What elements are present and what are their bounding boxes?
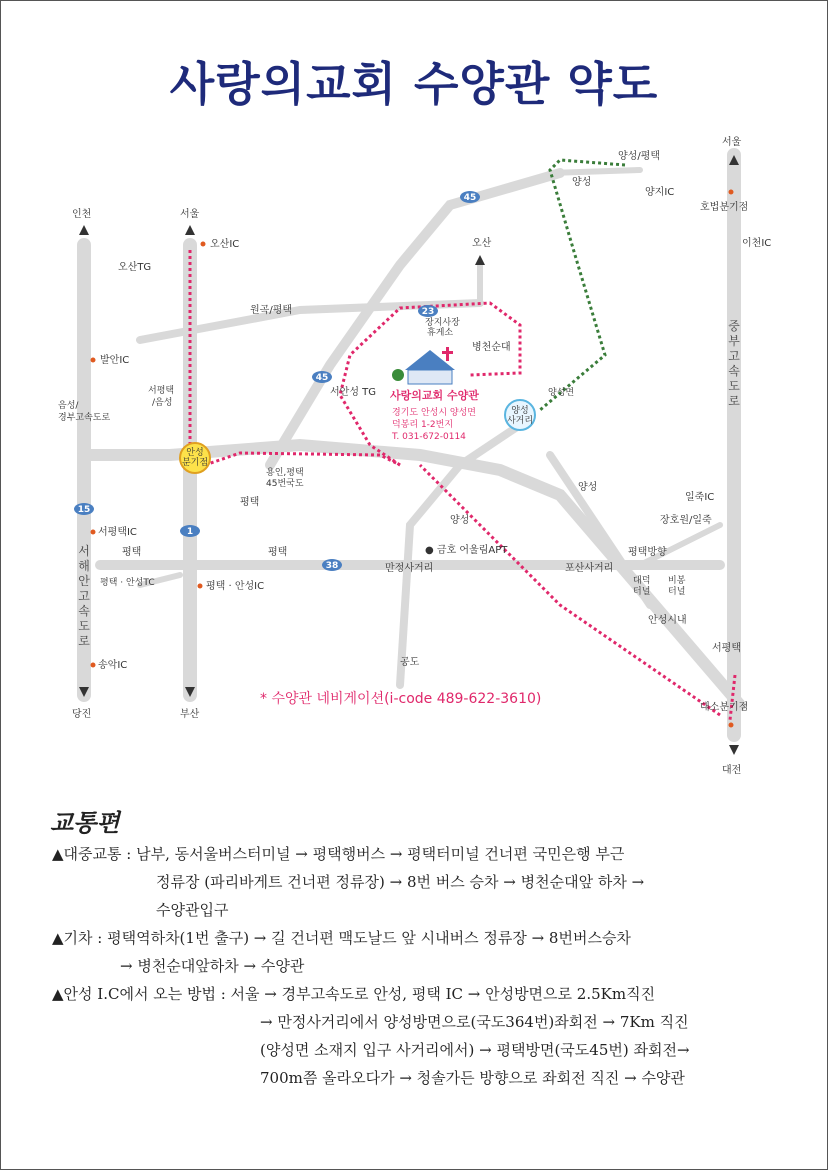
label-hobeop-jct: 호법분기점	[700, 202, 749, 213]
anseong-ic-line-3: (양성면 소재지 입구 사거리에서) → 평택방면(국도45번) 좌회전→	[260, 1041, 690, 1059]
label-dangjin: 당진	[72, 709, 92, 720]
church-icon	[392, 347, 455, 384]
label-yangseong-mid: 양성	[578, 482, 598, 493]
label-seo-pyeongtaek-ic: 서평택IC	[98, 527, 137, 538]
label-pt-mid: 평택	[268, 547, 288, 558]
label-daejeon: 대전	[722, 765, 742, 776]
label-daeso-jct: 대소분기점	[700, 702, 749, 713]
route-badge-38: 38	[325, 561, 339, 571]
label-wongok: 원곡/평택	[250, 305, 293, 316]
arrow-down-icon	[729, 745, 739, 755]
label-iljuk-ic: 일죽IC	[685, 492, 715, 503]
label-byeongcheon: 병천순대	[472, 342, 511, 353]
label-pt-left: 평택	[122, 547, 142, 558]
route-badge-45: 45	[315, 373, 329, 383]
route-badge-45: 45	[463, 193, 477, 203]
arrow-up-icon	[185, 225, 195, 235]
church-name: 사랑의교회 수양관	[390, 389, 479, 402]
label-yangji-ic: 양지IC	[645, 187, 675, 198]
label-seoul: 서울	[180, 209, 200, 220]
label-bibong: 비봉 터널	[668, 576, 686, 597]
label-icheon-ic: 이천IC	[742, 238, 772, 249]
arrow-up-icon	[475, 255, 485, 265]
label-yangseong-low: 양성	[450, 515, 470, 526]
public-transit-line-3: 수양관입구	[156, 901, 229, 919]
janghowon-road	[640, 525, 720, 565]
road-network	[84, 155, 740, 735]
label-eumseong-gyeongbu: 음성/ 경부고속도로	[58, 401, 111, 423]
directions-map	[0, 125, 828, 795]
route-badge-15: 15	[77, 505, 91, 515]
label-yangseong-myeon: 양성면	[548, 388, 575, 398]
anseong-junction-label: 안성 분기점	[181, 448, 209, 468]
label-songak-ic: 송악IC	[98, 660, 128, 671]
label-seoanseong-tg: 서안성 TG	[330, 387, 377, 398]
church-phone: T. 031-672-0114	[392, 432, 466, 442]
label-yangseong-pt: 양성/평택	[618, 151, 661, 162]
label-pt-anseong-ic: 평택 · 안성IC	[206, 581, 265, 592]
label-janghowon: 장호원/일죽	[660, 515, 712, 526]
label-geumho-apt: ● 금호 어울림APT	[425, 545, 508, 556]
label-osan-ic: 오산IC	[210, 239, 240, 250]
label-pyeongtaek-eumseong: 서평택 /음성	[148, 386, 175, 408]
label-pt-direction: 평택방향	[628, 547, 667, 558]
train-line-1: ▲기차 : 평택역하차(1번 출구) → 길 건너편 맥도날드 앞 시내버스 정류장 → 8번버스승차	[52, 929, 631, 947]
label-posan: 포산사거리	[565, 563, 614, 574]
green-route	[540, 160, 625, 410]
anseong-ic-line-4: 700m쯤 올라오다가 → 청솔가든 방향으로 좌회전 직진 → 수양관	[260, 1069, 685, 1087]
church-address-1: 경기도 안성시 양성면	[392, 408, 476, 418]
label-balan-ic: 발안IC	[100, 355, 130, 366]
label-pyeongtaek: 평택	[240, 497, 260, 508]
yangseong-crossroad-label: 양성 사거리	[506, 406, 534, 426]
label-daedeok: 대덕 터널	[633, 576, 651, 597]
label-incheon: 인천	[72, 209, 92, 220]
arrow-up-icon	[79, 225, 89, 235]
church-address-2: 덕봉리 1-2번지	[392, 420, 454, 430]
label-gongdo: 공도	[400, 657, 420, 668]
directions-text	[52, 840, 812, 1092]
label-seo-pyeongtaek: 서평택	[712, 643, 741, 654]
label-jungbu-hwy: 중 부 고 속 도 로	[728, 319, 740, 408]
navigation-code: * 수양관 네비게이션(i-code 489-622-3610)	[260, 691, 542, 707]
label-osan-top: 오산	[472, 238, 492, 249]
label-osan-tg: 오산TG	[118, 262, 152, 273]
label-seoul-right: 서울	[722, 137, 742, 148]
yangseong-top-road	[550, 170, 640, 173]
label-anseong-city: 안성시내	[648, 615, 687, 626]
public-transit-line-1: ▲대중교통 : 남부, 동서울버스터미널 → 평택행버스 → 평택터미널 건너편 국민은행 부근	[52, 845, 625, 863]
label-yongin: 용인,평택 45번국도	[266, 468, 304, 489]
anseong-ic-line-1: ▲안성 I.C에서 오는 방법 : 서울 → 경부고속도로 안성, 평택 IC → 안성방면으로 2.5Km직진	[52, 985, 656, 1003]
section-title: 교통편	[50, 808, 120, 837]
label-pt-anseong-tc: 평택 · 안성TC	[100, 578, 155, 588]
label-janggi-rest: 장지사장 휴게소	[425, 318, 460, 338]
label-manjeong: 만정사거리	[385, 563, 434, 574]
train-line-2: → 병천순대앞하차 → 수양관	[120, 957, 305, 975]
route-badge-1: 1	[186, 527, 194, 537]
public-transit-line-2: 정류장 (파리바게트 건너편 정류장) → 8번 버스 승차 → 병천순대앞 하차 →	[156, 873, 645, 891]
label-west-coast-hwy: 서 해 안 고 속 도 로	[78, 544, 90, 648]
page-title: 사랑의교회 수양관 약도	[169, 57, 659, 111]
label-yangseong-top: 양성	[572, 177, 592, 188]
label-busan: 부산	[180, 709, 200, 720]
anseong-ic-line-2: → 만정사거리에서 양성방면으로(국도364번)좌회전 → 7Km 직진	[260, 1013, 689, 1031]
route-badge-23: 23	[421, 307, 435, 317]
